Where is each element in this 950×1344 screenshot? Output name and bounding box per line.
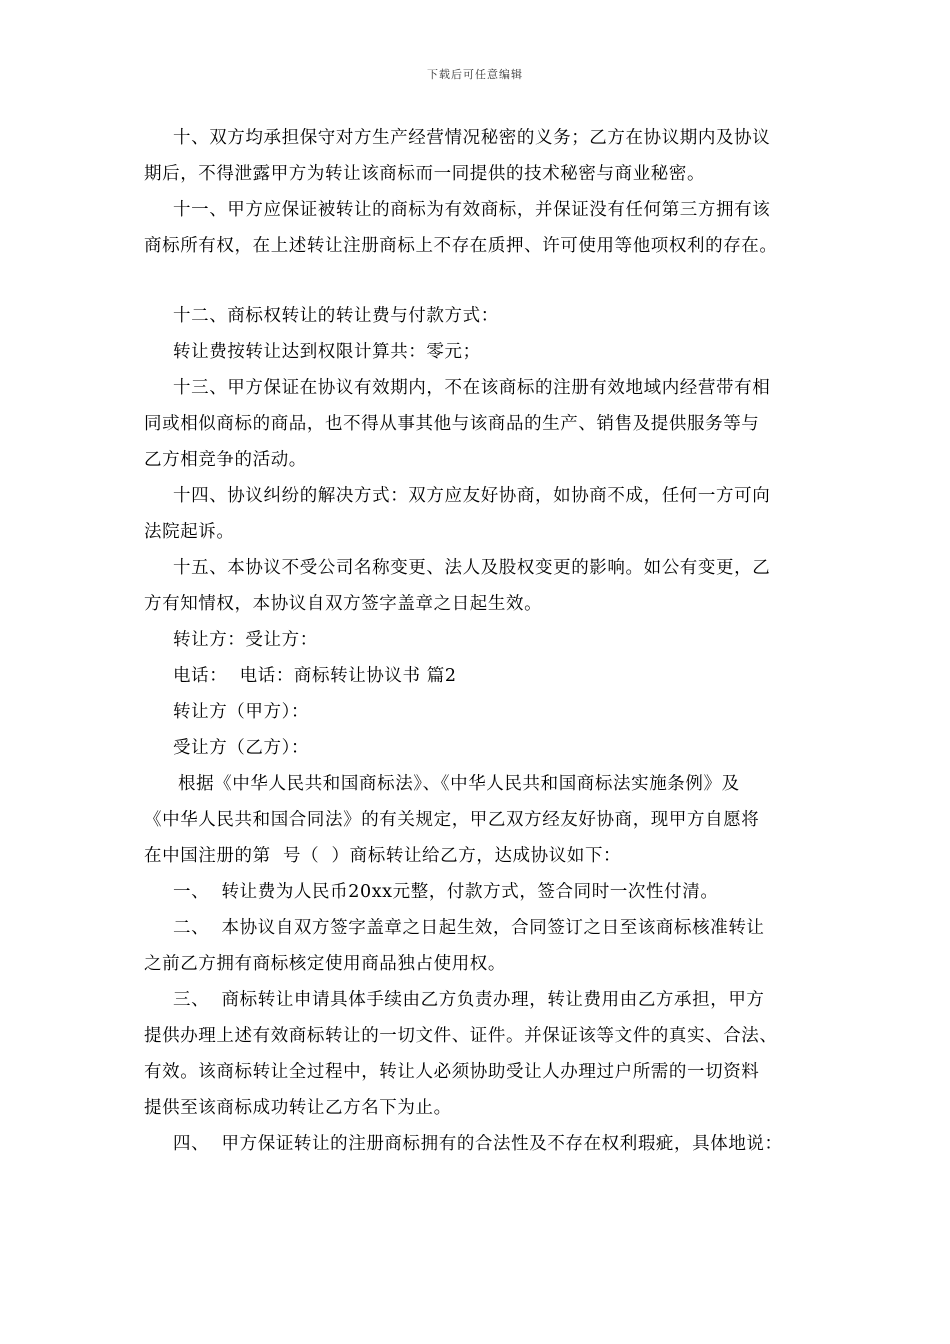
paragraph-gap	[144, 264, 824, 298]
text-line: 转让方（甲方）：	[173, 702, 310, 722]
text-line: 乙方相竞争的活动。	[144, 450, 307, 470]
text-line: 提供办理上述有效商标转让的一切文件、证件。并保证该等文件的真实、合法、	[144, 1026, 778, 1046]
text-line: 受让方（乙方）：	[173, 738, 310, 758]
text-line: 十二、商标权转让的转让费与付款方式：	[173, 306, 499, 326]
text-line: 十、双方均承担保守对方生产经营情况秘密的义务；乙方在协议期内及协议	[173, 128, 771, 148]
page-header-note: 下载后可任意编辑	[427, 68, 523, 81]
text-line: 在中国注册的第 号（ ）商标转让给乙方，达成协议如下：	[144, 846, 622, 866]
text-line: 商标所有权，在上述转让注册商标上不存在质押、许可使用等他项权利的存在。	[144, 236, 778, 256]
text-line: 二、 本协议自双方签字盖章之日起生效，合同签订之日至该商标核准转让	[173, 918, 765, 938]
text-line: 三、 商标转让申请具体手续由乙方负责办理，转让费用由乙方承担，甲方	[173, 990, 765, 1010]
text-line: 提供至该商标成功转让乙方名下为止。	[144, 1098, 452, 1118]
text-line: 有效。该商标转让全过程中，转让人必须协助受让人办理过户所需的一切资料	[144, 1062, 760, 1082]
text-line: 同或相似商标的商品，也不得从事其他与该商品的生产、销售及提供服务等与	[144, 414, 760, 434]
text-line: 《中华人民共和国合同法》的有关规定，甲乙双方经友好协商，现甲方自愿将	[144, 810, 760, 830]
text-line: 根据《中华人民共和国商标法》、《中华人民共和国商标法实施条例》及	[178, 774, 740, 794]
text-line: 之前乙方拥有商标核定使用商品独占使用权。	[144, 954, 506, 974]
text-line: 电话： 电话：商标转让协议书 篇2	[173, 666, 457, 686]
text-line: 法院起诉。	[144, 522, 235, 542]
text-line: 期后，不得泄露甲方为转让该商标而一同提供的技术秘密与商业秘密。	[144, 164, 706, 184]
document-body	[144, 120, 824, 1162]
text-line: 一、 转让费为人民币20xx元整，付款方式，签合同时一次性付清。	[173, 882, 719, 902]
text-line: 转让方：受让方：	[173, 630, 318, 650]
text-line: 转让费按转让达到权限计算共：零元；	[173, 342, 481, 362]
text-line: 方有知情权，本协议自双方签字盖章之日起生效。	[144, 594, 543, 614]
text-line: 十三、甲方保证在协议有效期内，不在该商标的注册有效地域内经营带有相	[173, 378, 771, 398]
text-line: 十四、协议纠纷的解决方式：双方应友好协商，如协商不成，任何一方可向	[173, 486, 771, 506]
text-line: 十五、本协议不受公司名称变更、法人及股权变更的影响。如公有变更，乙	[173, 558, 771, 578]
text-line: 四、 甲方保证转让的注册商标拥有的合法性及不存在权利瑕疵，具体地说：	[173, 1134, 783, 1154]
text-line: 十一、甲方应保证被转让的商标为有效商标，并保证没有任何第三方拥有该	[173, 200, 771, 220]
